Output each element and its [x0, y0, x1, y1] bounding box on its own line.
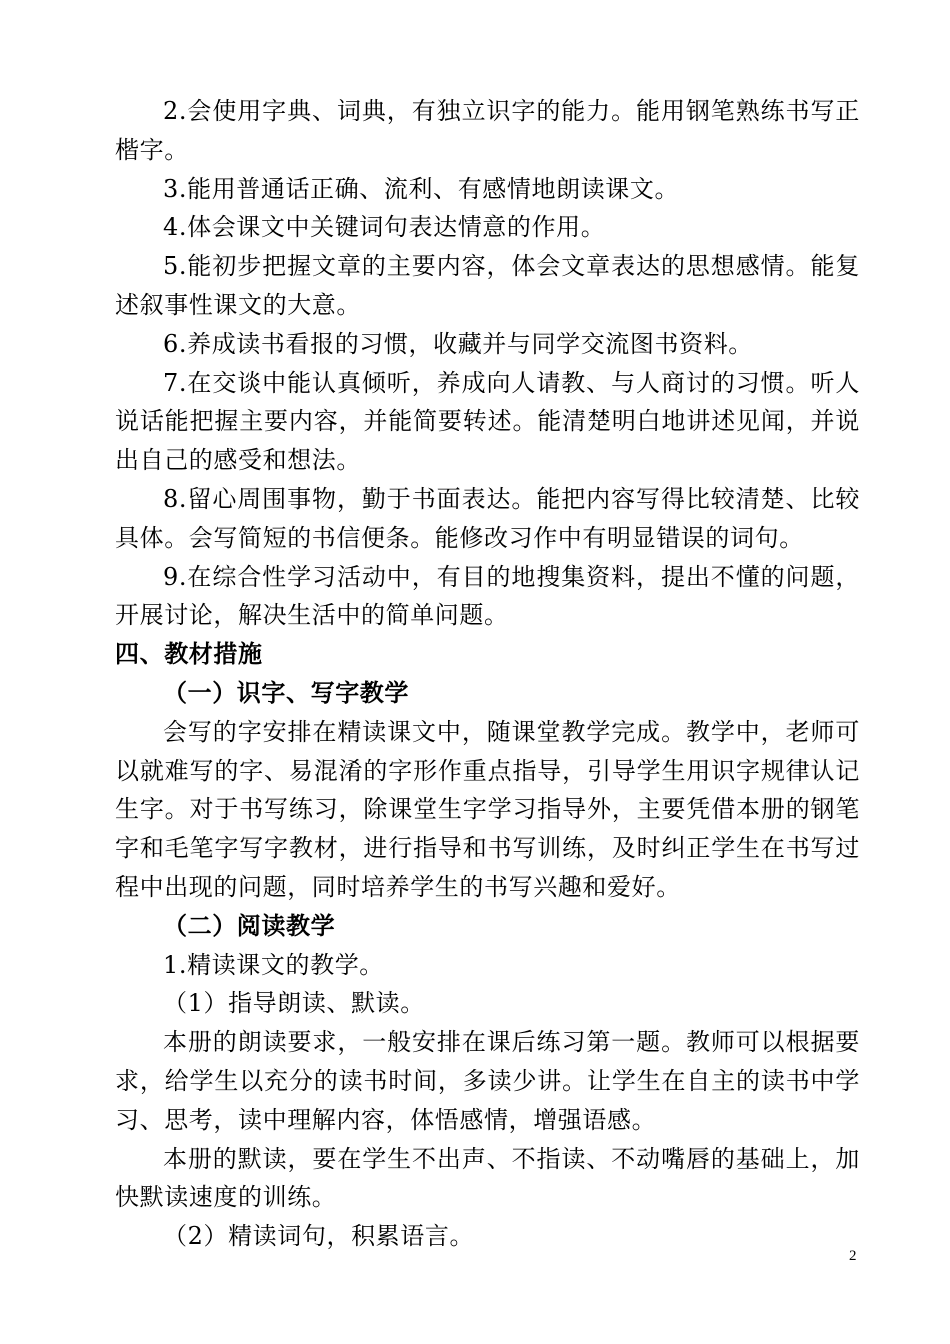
paragraph-goal-3: 3.能用普通话正确、流利、有感情地朗读课文。: [163, 174, 680, 203]
paragraph-guide-reading: （1）指导朗读、默读。: [163, 989, 425, 1018]
paragraph-intensive-reading: 1.精读课文的教学。: [163, 950, 384, 979]
document-body: [115, 92, 860, 1256]
paragraph-goal-4: 4.体会课文中关键词句表达情意的作用。: [163, 213, 606, 242]
paragraph-silent-reading: 本册的默读，要在学生不出声、不指读、不动嘴唇的基础上，加快默读速度的训练。: [115, 1144, 860, 1212]
paragraph-reading-aloud: 本册的朗读要求，一般安排在课后练习第一题。教师可以根据要求，给学生以充分的读书时间，多读少讲。让学生在自主的读书中学习、思考，读中理解内容，体悟感情，增强语感。: [115, 1028, 860, 1134]
paragraph-word-study: （2）精读词句，积累语言。: [163, 1222, 475, 1251]
paragraph-goal-8: 8.留心周围事物，勤于书面表达。能把内容写得比较清楚、比较具体。会写简短的书信便条。能修改习作中有明显错误的词句。: [115, 484, 860, 552]
paragraph-goal-9: 9.在综合性学习活动中，有目的地搜集资料，提出不懂的问题，开展讨论，解决生活中的简单问题。: [115, 562, 860, 630]
subsection-heading-reading: （二）阅读教学: [163, 910, 336, 940]
paragraph-goal-2: 2.会使用字典、词典，有独立识字的能力。能用钢笔熟练书写正楷字。: [115, 97, 860, 164]
subsection-heading-literacy: （一）识字、写字教学: [163, 677, 409, 707]
paragraph-literacy: 会写的字安排在精读课文中，随课堂教学完成。教学中，老师可以就难写的字、易混淆的字形作重点指导，引导学生用识字规律认记生字。对于书写练习，除课堂生字学习指导外，主要凭借本册的钢笔字和毛笔字写字教材，进行指导和书写训练，及时纠正学生在书写过程中出现的问题，同时培养学生的书写兴趣和爱好。: [115, 717, 860, 901]
paragraph-goal-5: 5.能初步把握文章的主要内容，体会文章表达的思想感情。能复述叙事性课文的大意。: [115, 252, 860, 319]
paragraph-goal-6: 6.养成读书看报的习惯，收藏并与同学交流图书资料。: [163, 329, 753, 358]
page-number: 2: [849, 1248, 857, 1264]
paragraph-goal-7: 7.在交谈中能认真倾听，养成向人请教、与人商讨的习惯。听人说话能把握主要内容，并能简要转述。能清楚明白地讲述见闻，并说出自己的感受和想法。: [115, 368, 860, 475]
section-heading: 四、教材措施: [115, 639, 263, 669]
